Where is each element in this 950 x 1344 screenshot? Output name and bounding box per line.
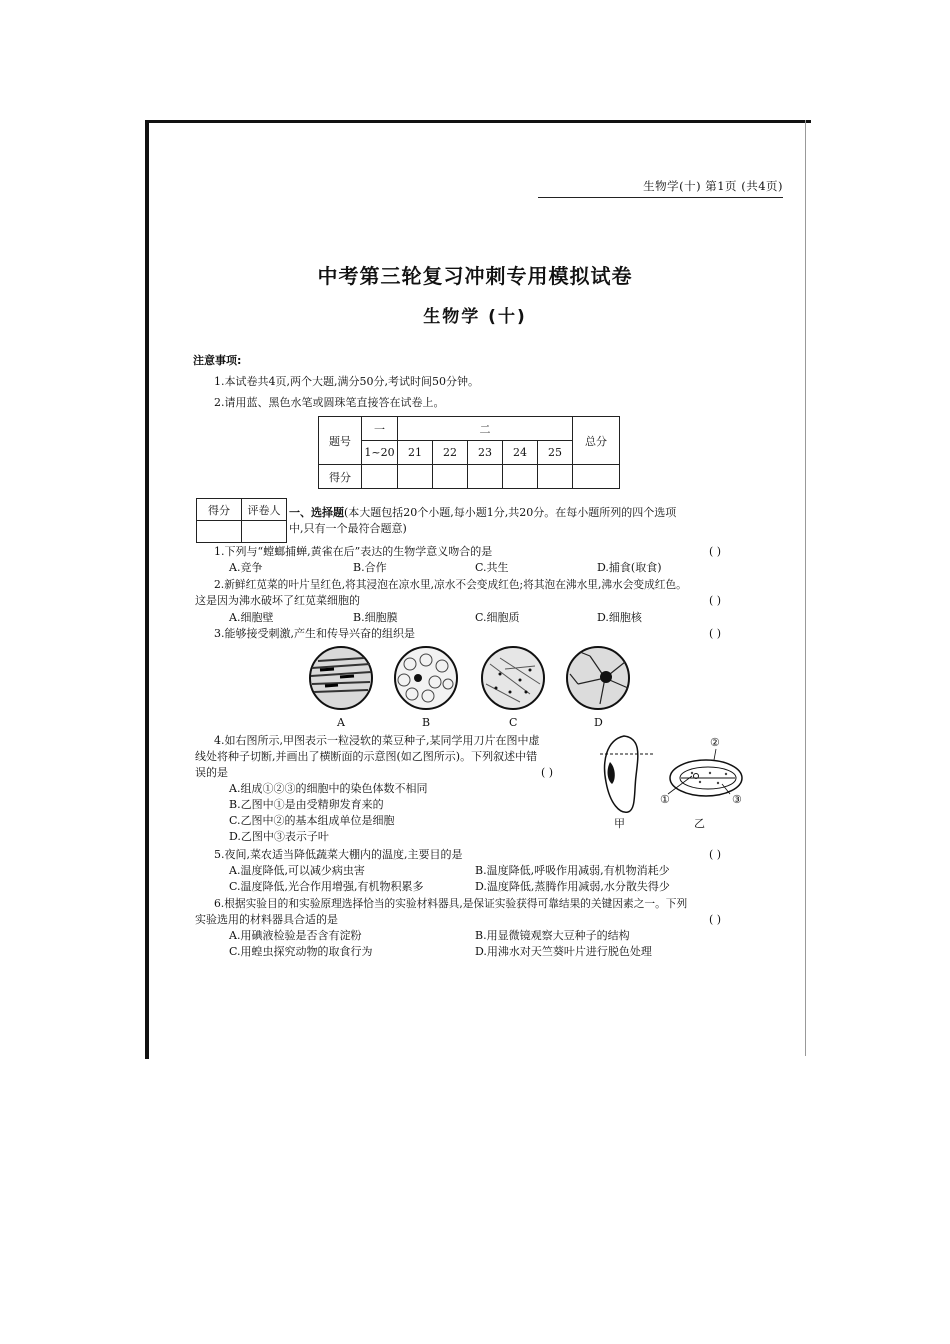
question-4-option-d: D.乙图中③表示子叶 <box>229 830 329 843</box>
tissue-label-c: C <box>509 716 518 729</box>
question-4-stem-end: 误的是 <box>195 766 228 779</box>
seed-label-yi: 乙 <box>694 817 705 830</box>
seed-mark-3: ③ <box>732 793 742 806</box>
grader-box <box>196 498 287 543</box>
tissue-label-a: A <box>337 716 345 729</box>
question-2-answer-blank[interactable]: ( ) <box>709 594 722 607</box>
question-1-stem: 1.下列与“螳螂捕蝉,黄雀在后”表达的生物学意义吻合的是 <box>214 545 493 558</box>
question-2-option-c: C.细胞质 <box>475 611 520 624</box>
seed-figure-yi <box>668 749 742 796</box>
seed-mark-1: ① <box>660 793 670 806</box>
question-6-option-b: B.用显微镜观察大豆种子的结构 <box>475 929 630 942</box>
question-2-stem: 2.新鲜红苋菜的叶片呈红色,将其浸泡在凉水里,凉水不会变成红色;将其泡在沸水里,沸水会变成红色。 <box>214 578 687 591</box>
running-head: 生物学(十) 第1页 (共4页) <box>538 178 783 198</box>
question-1-answer-blank[interactable]: ( ) <box>709 545 722 558</box>
tissue-image-d <box>567 647 629 709</box>
question-2-option-d: D.细胞核 <box>597 611 642 624</box>
score-col-1-20: 1~20 <box>362 441 398 465</box>
score-cell[interactable] <box>433 465 468 489</box>
tissue-image-a <box>310 647 372 709</box>
score-cell[interactable] <box>398 465 433 489</box>
notice-item-2: 2.请用蓝、黑色水笔或圆珠笔直接答在试卷上。 <box>214 396 445 409</box>
question-2-option-a: A.细胞壁 <box>229 611 274 624</box>
seed-mark-2: ② <box>710 736 720 749</box>
grader-score-cell[interactable] <box>197 521 242 543</box>
section-one-instructions: (本大题包括20个小题,每小题1分,共20分。在每小题所列的四个选项 <box>344 506 677 519</box>
question-3-answer-blank[interactable]: ( ) <box>709 627 722 640</box>
question-1-option-c: C.共生 <box>475 561 509 574</box>
exam-subtitle: 生物学 (十) <box>423 307 527 327</box>
exam-title: 中考第三轮复习冲刺专用模拟试卷 <box>317 264 633 288</box>
question-6-stem-cont: 实验选用的材料器具合适的是 <box>195 913 338 926</box>
notice-item-1: 1.本试卷共4页,两个大题,满分50分,考试时间50分钟。 <box>214 375 479 388</box>
question-6-stem: 6.根据实验目的和实验原理选择恰当的实验材料器具,是保证实验获得可靠结果的关键因素之一。下列 <box>214 897 688 910</box>
question-3-stem: 3.能够接受刺激,产生和传导兴奋的组织是 <box>214 627 415 640</box>
tissue-image-c <box>482 647 544 709</box>
section-one-label: 一、选择题 <box>289 506 344 519</box>
question-5-option-d: D.温度降低,蒸腾作用减弱,水分散失得少 <box>475 880 670 893</box>
question-2-option-b: B.细胞膜 <box>353 611 398 624</box>
score-cell[interactable] <box>362 465 398 489</box>
score-col-21: 21 <box>398 441 433 465</box>
question-4-stem: 4.如右图所示,甲图表示一粒浸软的菜豆种子,某同学用刀片在图中虚 <box>214 734 540 747</box>
notice-heading: 注意事项: <box>193 354 242 367</box>
question-4-option-c: C.乙图中②的基本组成单位是细胞 <box>229 814 395 827</box>
score-table-total-label: 总分 <box>573 417 620 465</box>
score-cell[interactable] <box>468 465 503 489</box>
score-col-25: 25 <box>538 441 573 465</box>
section-one-instructions-cont: 中,只有一个最符合题意) <box>289 522 407 535</box>
question-6-option-c: C.用蝗虫探究动物的取食行为 <box>229 945 373 958</box>
grader-name-cell[interactable] <box>242 521 287 543</box>
question-6-answer-blank[interactable]: ( ) <box>709 913 722 926</box>
question-5-option-b: B.温度降低,呼吸作用减弱,有机物消耗少 <box>475 864 670 877</box>
question-4-stem-cont: 线处将种子切断,并画出了横断面的示意图(如乙图所示)。下列叙述中错 <box>195 750 538 763</box>
score-col-24: 24 <box>503 441 538 465</box>
score-cell[interactable] <box>573 465 620 489</box>
seed-label-jia: 甲 <box>614 817 625 830</box>
score-table-header-label: 题号 <box>319 417 362 465</box>
score-col-22: 22 <box>433 441 468 465</box>
question-6-option-d: D.用沸水对天竺葵叶片进行脱色处理 <box>475 945 652 958</box>
question-3-tissue-images <box>300 644 640 714</box>
grader-score-label: 得分 <box>197 499 242 521</box>
question-6-option-a: A.用碘液检验是否含有淀粉 <box>229 929 362 942</box>
score-table <box>318 416 620 489</box>
score-cell[interactable] <box>503 465 538 489</box>
score-row-label: 得分 <box>319 465 362 489</box>
section-one-heading <box>289 506 676 520</box>
score-col-23: 23 <box>468 441 503 465</box>
question-4-seed-diagram <box>596 732 746 820</box>
question-4-answer-blank[interactable]: ( ) <box>541 766 554 779</box>
tissue-label-b: B <box>422 716 431 729</box>
seed-figure-jia <box>600 736 654 812</box>
tissue-label-d: D <box>594 716 603 729</box>
question-5-answer-blank[interactable]: ( ) <box>709 848 722 861</box>
tissue-image-b <box>395 647 457 709</box>
score-cell[interactable] <box>538 465 573 489</box>
question-5-stem: 5.夜间,菜农适当降低蔬菜大棚内的温度,主要目的是 <box>214 848 463 861</box>
question-4-option-b: B.乙图中①是由受精卵发育来的 <box>229 798 384 811</box>
grader-name-label: 评卷人 <box>242 499 287 521</box>
question-1-option-d: D.捕食(取食) <box>597 561 662 574</box>
question-5-option-c: C.温度降低,光合作用增强,有机物积累多 <box>229 880 424 893</box>
question-2-stem-cont: 这是因为沸水破坏了红苋菜细胞的 <box>195 594 360 607</box>
score-table-section-one: 一 <box>362 417 398 441</box>
score-table-section-two: 二 <box>398 417 573 441</box>
question-1-option-a: A.竞争 <box>229 561 263 574</box>
question-1-option-b: B.合作 <box>353 561 387 574</box>
question-5-option-a: A.温度降低,可以减少病虫害 <box>229 864 365 877</box>
question-4-option-a: A.组成①②③的细胞中的染色体数不相同 <box>229 782 428 795</box>
